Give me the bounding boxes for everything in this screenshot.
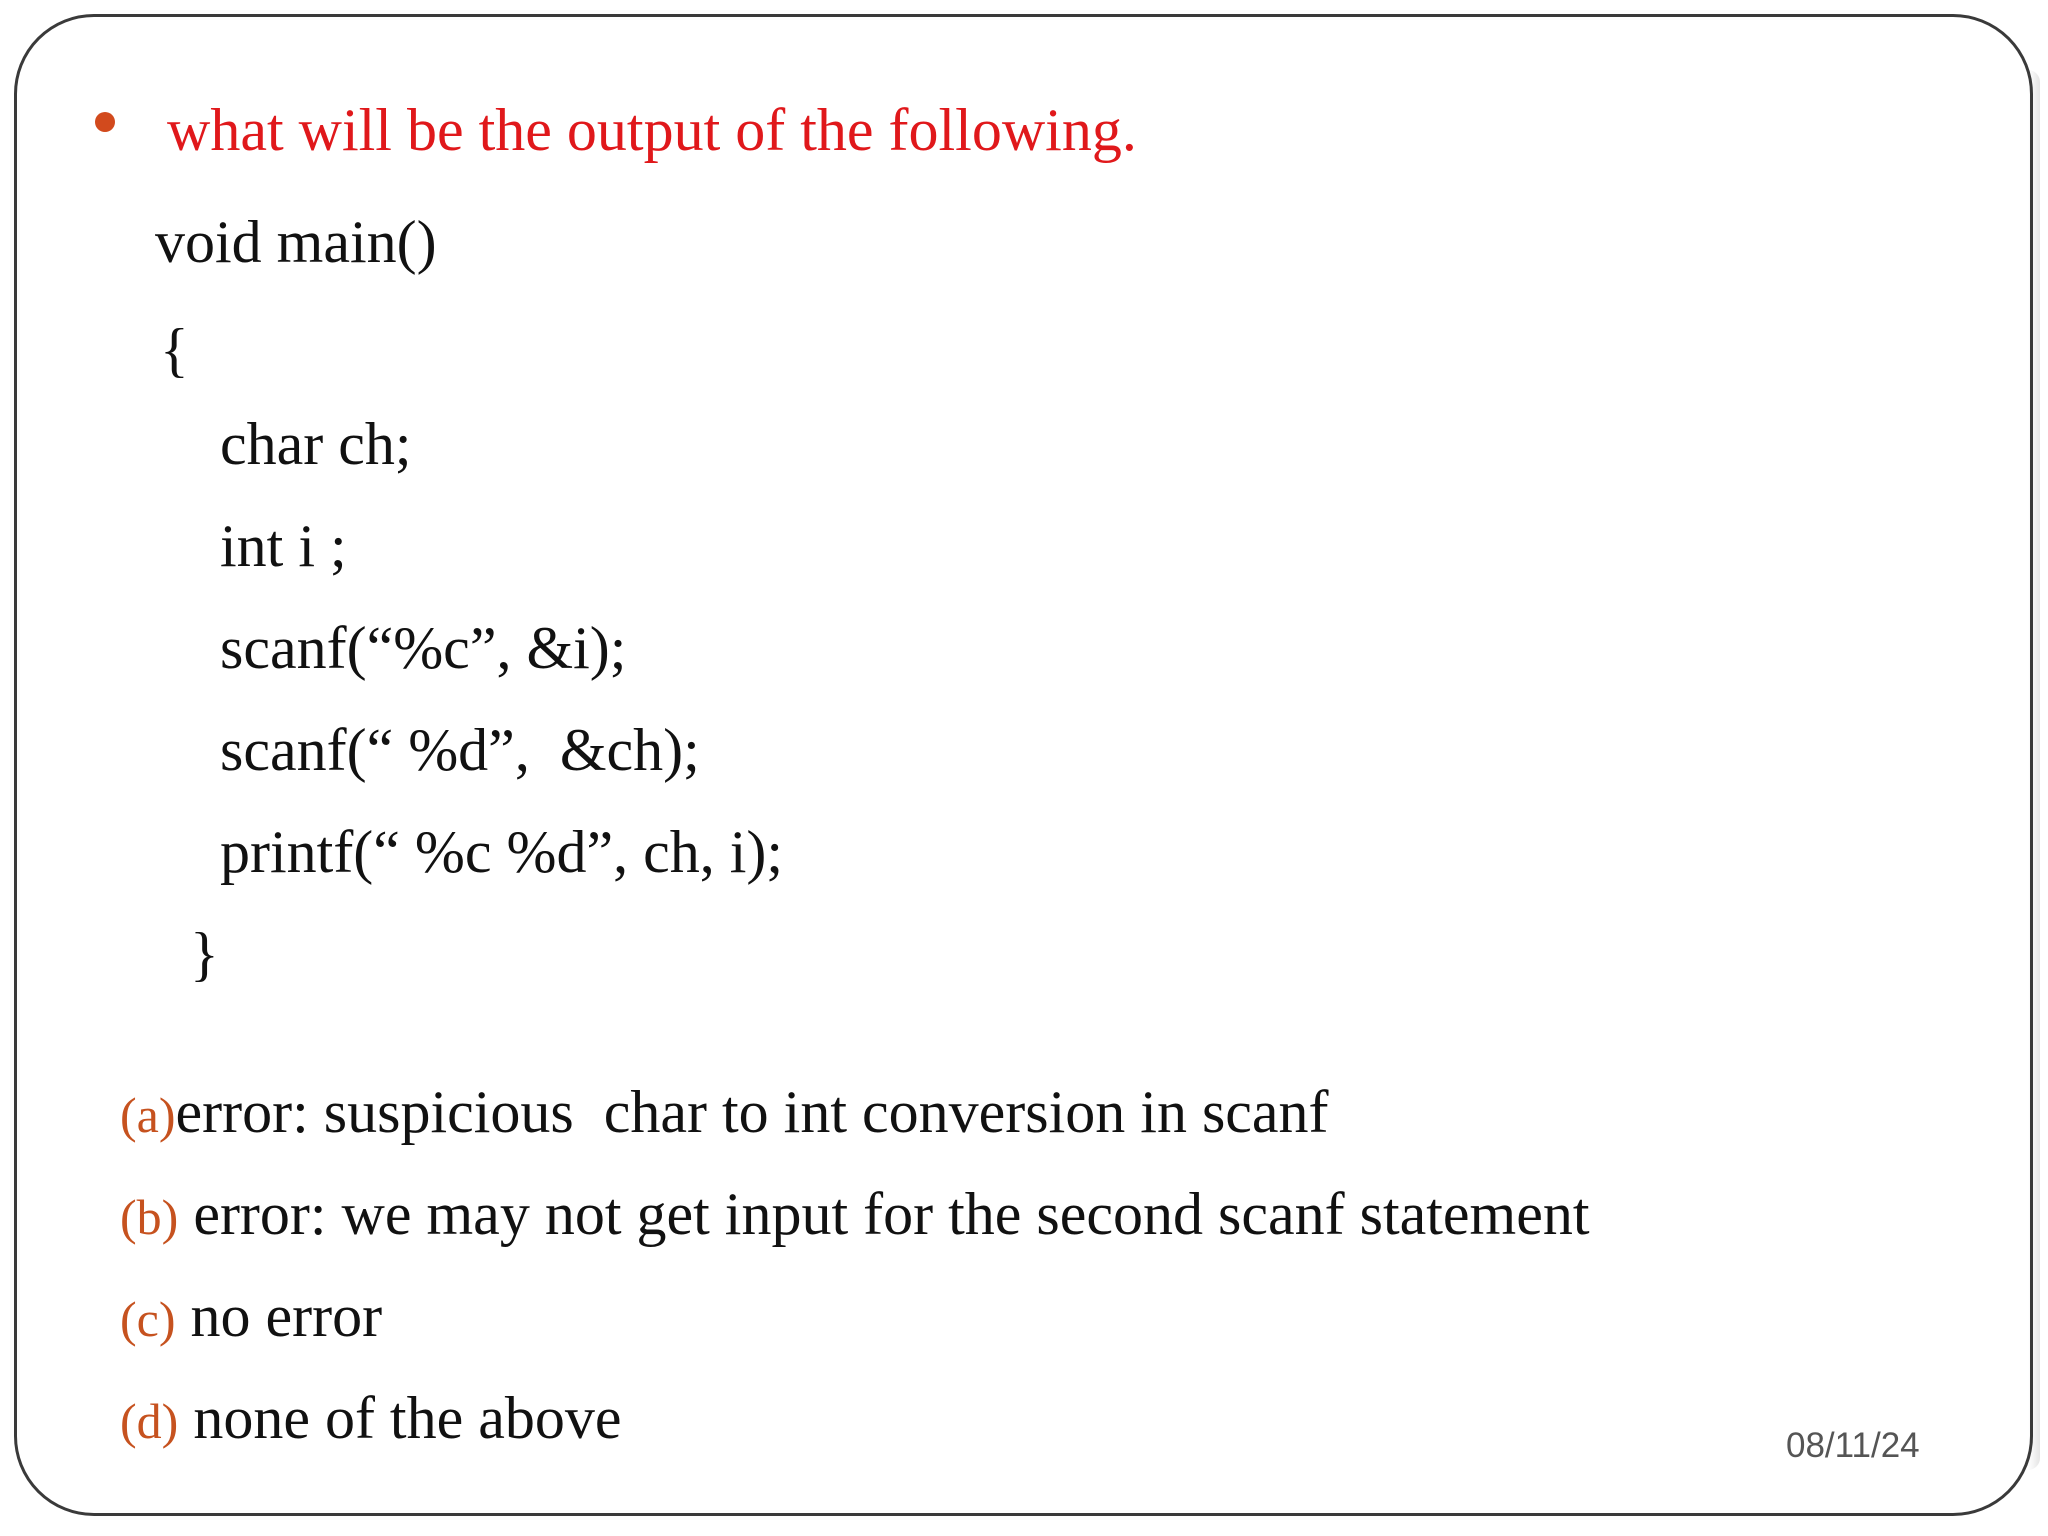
- option-d: [90, 1328, 622, 1451]
- option-c-letter: (c): [120, 1291, 176, 1347]
- code-line-close-brace: }: [190, 921, 219, 987]
- bullet-icon: [95, 112, 115, 132]
- code-line-void-main: void main(): [155, 209, 437, 275]
- code-line-scanf-d: scanf(“ %d”, &ch);: [220, 717, 700, 783]
- option-d-letter: (d): [120, 1393, 179, 1449]
- option-a-letter: (a): [120, 1087, 176, 1143]
- option-a-text: error: suspicious char to int conversion in scanf: [175, 1079, 1329, 1145]
- code-line-scanf-c: scanf(“%c”, &i);: [220, 615, 627, 681]
- code-line-char-decl: char ch;: [220, 411, 412, 477]
- question-text: what will be the output of the following.: [167, 97, 1137, 163]
- option-c-text: no error: [175, 1283, 383, 1349]
- slide-shadow: [2028, 70, 2040, 1470]
- code-line-int-decl: int i ;: [220, 513, 347, 579]
- code-line-printf: printf(“ %c %d”, ch, i);: [220, 819, 784, 885]
- option-b-text: error: we may not get input for the second scanf statement: [178, 1181, 1590, 1247]
- option-d-text: none of the above: [178, 1385, 622, 1451]
- footer-date: 08/11/24: [1786, 1426, 1920, 1465]
- option-b-letter: (b): [120, 1189, 179, 1245]
- code-line-open-brace: {: [160, 317, 189, 383]
- question-row: [95, 97, 1137, 163]
